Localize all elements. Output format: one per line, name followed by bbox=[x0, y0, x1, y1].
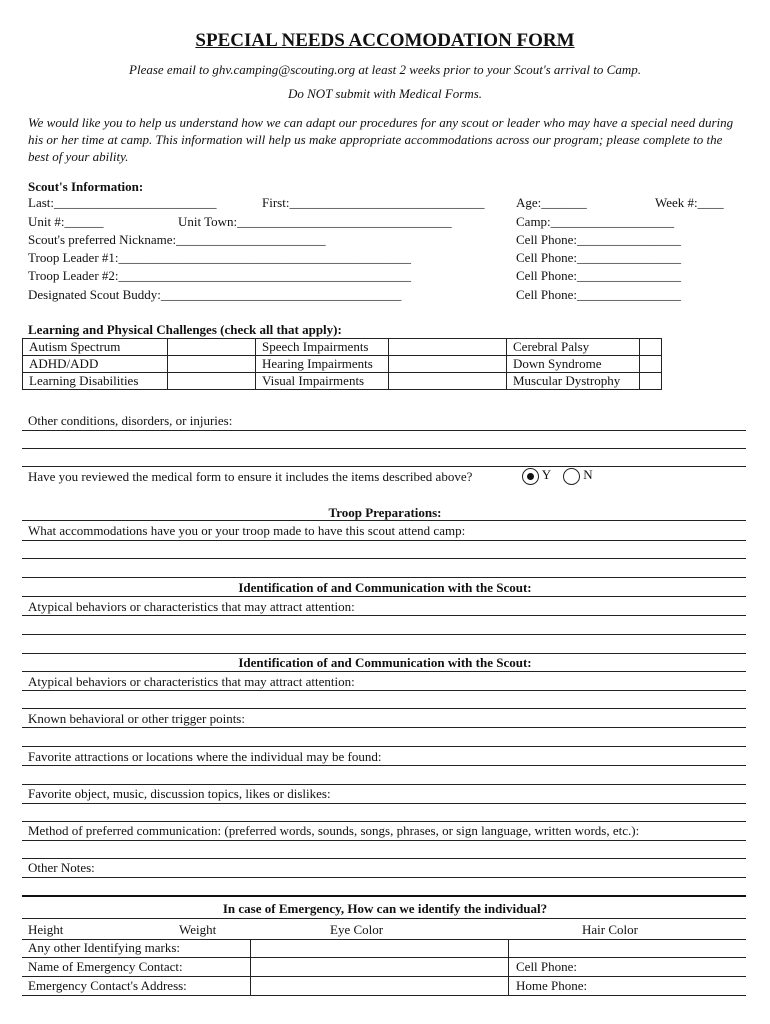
intro-paragraph: We would like you to help us understand how we can adapt our procedures for any scout or leader who may have a special need during his or her time at camp. This information will help us make appropriate accommodations across our program; please complete to the best of your ability. bbox=[28, 115, 734, 164]
medical-forms-note: Do NOT submit with Medical Forms. bbox=[287, 86, 483, 101]
medical-review-no-option[interactable] bbox=[563, 467, 593, 485]
favorite-locations-question: Favorite attractions or locations where the individual may be found: bbox=[28, 749, 382, 764]
emergency-contact-name-label: Name of Emergency Contact: bbox=[28, 959, 183, 974]
answer-line[interactable] bbox=[22, 577, 746, 578]
height-label: Height bbox=[28, 922, 64, 937]
cell-phone-field-2[interactable]: Cell Phone:________________ bbox=[516, 250, 682, 265]
identifying-marks-label: Any other Identifying marks: bbox=[28, 940, 180, 955]
answer-line[interactable] bbox=[22, 466, 746, 467]
weight-label: Weight bbox=[179, 922, 217, 937]
challenges-heading: Learning and Physical Challenges (check all that apply): bbox=[28, 322, 342, 337]
email-instruction: Please email to ghv.camping@scouting.org at least 2 weeks prior to your Scout's arrival to Camp. bbox=[129, 62, 641, 77]
scout-info-heading: Scout's Information: bbox=[28, 179, 144, 194]
answer-line[interactable] bbox=[22, 653, 746, 654]
form-title: SPECIAL NEEDS ACCOMODATION FORM bbox=[195, 30, 575, 51]
answer-line[interactable] bbox=[22, 690, 746, 691]
challenge-label: ADHD/ADD bbox=[23, 356, 168, 373]
answer-line[interactable] bbox=[22, 995, 746, 996]
other-notes-label: Other Notes: bbox=[28, 860, 95, 875]
troop-prep-heading: Troop Preparations: bbox=[328, 505, 442, 520]
trigger-points-question: Known behavioral or other trigger points: bbox=[28, 711, 245, 726]
divider bbox=[22, 671, 746, 672]
challenge-checkbox[interactable] bbox=[640, 339, 662, 356]
emergency-cell-phone-label: Cell Phone: bbox=[516, 959, 578, 974]
identification-heading-2: Identification of and Communication with the Scout: bbox=[238, 655, 532, 670]
answer-line[interactable] bbox=[22, 448, 746, 449]
answer-line[interactable] bbox=[22, 727, 746, 728]
answer-line[interactable] bbox=[22, 615, 746, 616]
atypical-behaviors-question-2: Atypical behaviors or characteristics that may attract attention: bbox=[28, 674, 355, 689]
answer-line[interactable] bbox=[22, 858, 746, 859]
challenge-checkbox[interactable] bbox=[168, 356, 256, 373]
radio-yes[interactable] bbox=[522, 468, 539, 485]
unit-number-field[interactable]: Unit #:______ bbox=[28, 214, 104, 229]
challenge-label: Speech Impairments bbox=[256, 339, 389, 356]
answer-line[interactable] bbox=[22, 634, 746, 635]
nickname-field[interactable]: Scout's preferred Nickname:_______________________ bbox=[28, 232, 326, 247]
challenge-label: Learning Disabilities bbox=[23, 373, 168, 390]
no-label: N bbox=[583, 467, 593, 482]
camp-field[interactable]: Camp:___________________ bbox=[516, 214, 675, 229]
last-name-field[interactable]: Last:_________________________ bbox=[28, 195, 217, 210]
divider bbox=[22, 596, 746, 597]
favorite-topics-question: Favorite object, music, discussion topics, likes or dislikes: bbox=[28, 786, 331, 801]
challenge-checkbox[interactable] bbox=[168, 339, 256, 356]
table-row bbox=[23, 356, 662, 373]
answer-line[interactable] bbox=[22, 840, 746, 841]
answer-line[interactable] bbox=[22, 957, 746, 958]
answer-line[interactable] bbox=[22, 976, 746, 977]
cell-phone-field-4[interactable]: Cell Phone:________________ bbox=[516, 287, 682, 302]
challenge-label: Hearing Impairments bbox=[256, 356, 389, 373]
yes-label: Y bbox=[541, 467, 552, 482]
cell-phone-field-3[interactable]: Cell Phone:________________ bbox=[516, 268, 682, 283]
other-conditions-label: Other conditions, disorders, or injuries: bbox=[28, 413, 233, 428]
emergency-home-phone-label: Home Phone: bbox=[516, 978, 588, 993]
unit-town-field[interactable]: Unit Town:_________________________________ bbox=[178, 214, 452, 229]
challenge-label: Visual Impairments bbox=[256, 373, 389, 390]
atypical-behaviors-question: Atypical behaviors or characteristics that may attract attention: bbox=[28, 599, 355, 614]
eye-color-label: Eye Color bbox=[330, 922, 384, 937]
answer-line[interactable] bbox=[22, 803, 746, 804]
troop-prep-question: What accommodations have you or your troop made to have this scout attend camp: bbox=[28, 523, 466, 538]
radio-no[interactable] bbox=[563, 468, 580, 485]
divider bbox=[22, 918, 746, 919]
identification-heading: Identification of and Communication with the Scout: bbox=[238, 580, 532, 595]
medical-review-question: Have you reviewed the medical form to ensure it includes the items described above? bbox=[28, 469, 473, 484]
troop-leader-1-field[interactable]: Troop Leader #1:_____________________________________________ bbox=[28, 250, 412, 265]
answer-line[interactable] bbox=[22, 765, 746, 766]
answer-line[interactable] bbox=[22, 558, 746, 559]
challenge-label: Down Syndrome bbox=[507, 356, 640, 373]
divider bbox=[22, 520, 746, 521]
challenge-label: Muscular Dystrophy bbox=[507, 373, 640, 390]
first-name-field[interactable]: First:______________________________ bbox=[262, 195, 485, 210]
divider bbox=[22, 895, 746, 897]
cell-phone-field-1[interactable]: Cell Phone:________________ bbox=[516, 232, 682, 247]
challenge-checkbox[interactable] bbox=[640, 373, 662, 390]
table-row bbox=[23, 339, 662, 356]
answer-line[interactable] bbox=[22, 540, 746, 541]
medical-review-yes-option[interactable] bbox=[522, 467, 551, 485]
answer-line[interactable] bbox=[22, 430, 746, 431]
column-divider bbox=[250, 939, 251, 995]
answer-line[interactable] bbox=[22, 746, 746, 747]
answer-line[interactable] bbox=[22, 784, 746, 785]
age-field[interactable]: Age:_______ bbox=[516, 195, 587, 210]
challenge-label: Autism Spectrum bbox=[23, 339, 168, 356]
challenge-checkbox[interactable] bbox=[389, 339, 507, 356]
challenge-checkbox[interactable] bbox=[168, 373, 256, 390]
communication-question: Method of preferred communication: (preferred words, sounds, songs, phrases, or sign language, written words, etc.): bbox=[28, 823, 640, 838]
table-row bbox=[23, 373, 662, 390]
challenge-checkbox[interactable] bbox=[389, 356, 507, 373]
answer-line[interactable] bbox=[22, 877, 746, 878]
hair-color-label: Hair Color bbox=[582, 922, 638, 937]
column-divider bbox=[508, 939, 509, 995]
scout-buddy-field[interactable]: Designated Scout Buddy:_____________________________________ bbox=[28, 287, 402, 302]
emergency-heading: In case of Emergency, How can we identify the individual? bbox=[222, 901, 548, 916]
week-field[interactable]: Week #:____ bbox=[655, 195, 724, 210]
challenge-checkbox[interactable] bbox=[640, 356, 662, 373]
troop-leader-2-field[interactable]: Troop Leader #2:_____________________________________________ bbox=[28, 268, 412, 283]
emergency-contact-address-label: Emergency Contact's Address: bbox=[28, 978, 187, 993]
challenges-table bbox=[22, 338, 662, 390]
challenge-label: Cerebral Palsy bbox=[507, 339, 640, 356]
answer-line[interactable] bbox=[22, 821, 746, 822]
challenge-checkbox[interactable] bbox=[389, 373, 507, 390]
answer-line[interactable] bbox=[22, 708, 746, 709]
